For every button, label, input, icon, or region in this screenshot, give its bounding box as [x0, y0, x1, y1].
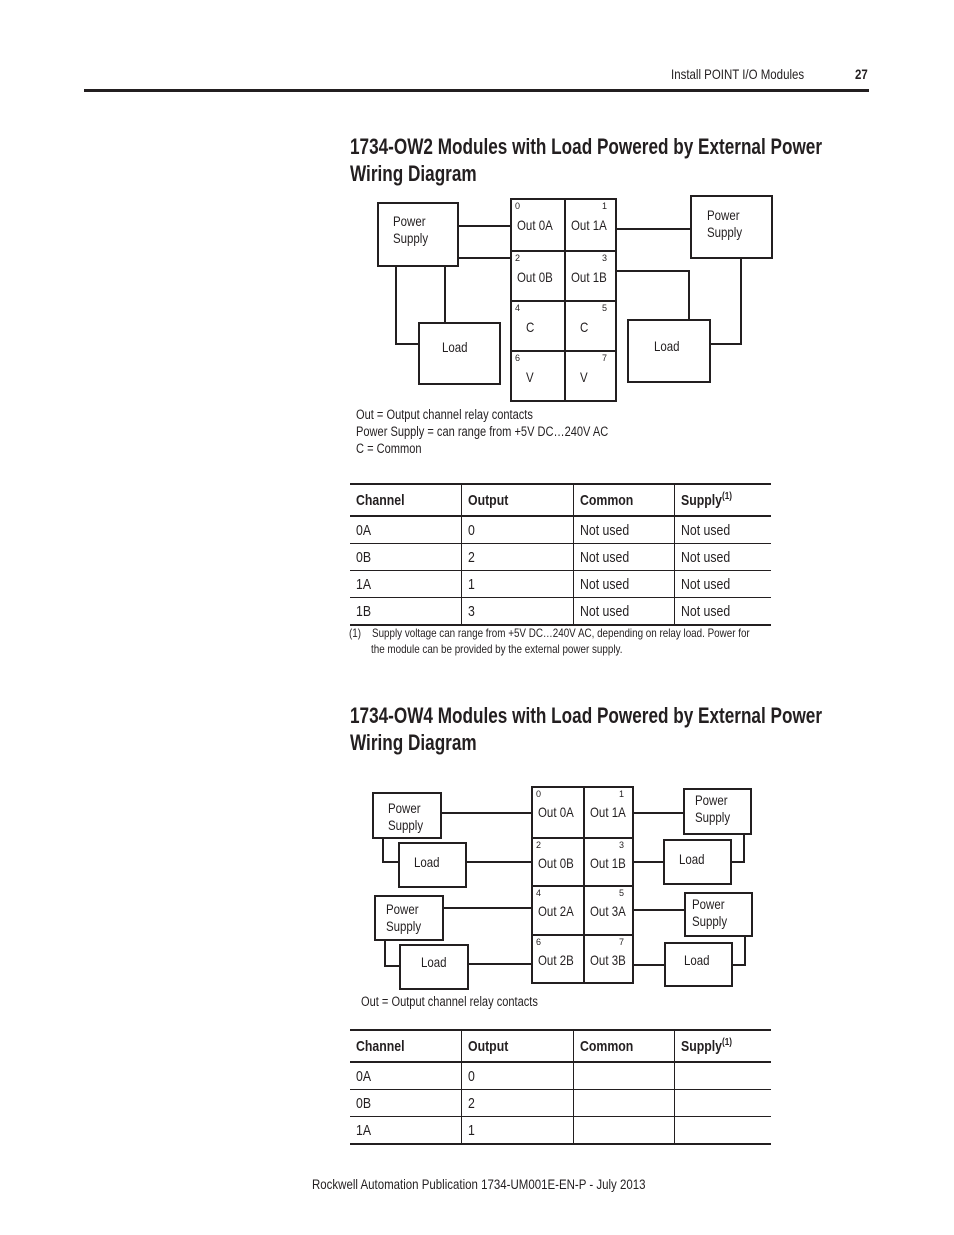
- terminal-number: 7: [618, 936, 624, 947]
- table-cell: [675, 1090, 772, 1117]
- terminal-label: Out 0A: [517, 217, 553, 233]
- column-header: Supply$^{(1)}$: [675, 1030, 772, 1062]
- table-cell: Not used: [574, 598, 675, 626]
- terminal-label: C: [526, 319, 535, 335]
- power-supply: [374, 895, 444, 941]
- table-cell: [675, 1117, 772, 1145]
- table-cell: 1B: [350, 598, 462, 626]
- table-cell: 0B: [350, 1090, 462, 1117]
- table-cell: 1A: [350, 1117, 462, 1145]
- terminal-label: Out 1B: [589, 854, 626, 871]
- terminal-label: Out 0B: [517, 269, 553, 285]
- terminal-label: V: [579, 369, 588, 385]
- terminal-label: Out 2B: [538, 951, 574, 968]
- channel-table-ow2: [350, 483, 771, 626]
- footer-publication: Rockwell Automation Publication 1734-UM001E-EN-P - July 2013: [312, 1176, 646, 1192]
- power-supply: [683, 788, 752, 835]
- load-label: Load: [684, 952, 710, 968]
- power-supply-label: Power Supply: [386, 901, 422, 934]
- table-cell: 0A: [350, 1062, 462, 1090]
- terminal-label: Out 1A: [570, 217, 607, 233]
- section-title-ow4: 1734-OW4 Modules with Load Powered by External Power Wiring Diagram: [350, 703, 823, 755]
- terminal-number: 6: [515, 353, 521, 363]
- terminal-cell: [564, 350, 616, 400]
- column-header: Output: [462, 1030, 574, 1062]
- legend-ow2: Out = Output channel relay contacts Power Supply = can range from +5V DC…240V AC C = Common: [356, 407, 609, 456]
- terminal-cell: [564, 250, 616, 300]
- table-cell: Not used: [675, 516, 772, 544]
- load-left: Load: [418, 322, 501, 385]
- table-cell: [574, 1062, 675, 1090]
- terminal-cell: [512, 300, 564, 350]
- table-cell: [675, 1062, 772, 1090]
- terminal-cell: [583, 934, 633, 983]
- load: [664, 942, 733, 987]
- terminal-cell: [533, 934, 583, 983]
- terminal-cell: [564, 300, 616, 350]
- column-header: Supply$^{(1)}$: [675, 484, 772, 516]
- power-supply: [684, 892, 753, 937]
- load: [398, 842, 467, 888]
- page-number: 27: [855, 66, 868, 82]
- terminal-cell: [512, 200, 564, 250]
- terminal-number: 3: [601, 253, 607, 263]
- load-label: Load: [414, 854, 440, 870]
- table-row: [350, 1117, 771, 1145]
- terminal-number: 1: [601, 201, 607, 211]
- terminal-cell: [583, 788, 633, 837]
- column-header: Channel: [350, 1030, 462, 1062]
- power-supply-right: Power Supply: [690, 195, 773, 259]
- terminal-label: Out 0B: [538, 854, 574, 871]
- table-cell: 2: [462, 1090, 574, 1117]
- terminal-cell: [583, 885, 633, 934]
- table-cell: 0: [462, 1062, 574, 1090]
- terminal-number: 0: [515, 201, 521, 211]
- table-cell: 3: [462, 598, 574, 626]
- legend-ow4: Out = Output channel relay contacts: [361, 994, 538, 1009]
- terminal-number: 6: [536, 936, 542, 947]
- table-cell: 1: [462, 1117, 574, 1145]
- terminal-cell: [564, 200, 616, 250]
- terminal-number: 4: [536, 888, 542, 898]
- terminal-number: 3: [618, 839, 624, 850]
- running-header-section: Install POINT I/O Modules: [671, 66, 805, 82]
- table-row: [350, 598, 771, 626]
- power-supply-left: Power Supply: [377, 202, 459, 267]
- module-ow4: [531, 786, 634, 984]
- load-label: Load: [679, 851, 705, 867]
- table-cell: Not used: [574, 571, 675, 598]
- terminal-cell: [533, 885, 583, 934]
- terminal-number: 4: [515, 303, 521, 313]
- table-row: [350, 571, 771, 598]
- module-ow2: [510, 198, 617, 402]
- power-supply: [372, 792, 442, 839]
- table-cell: Not used: [574, 544, 675, 571]
- table-row: [350, 516, 771, 544]
- terminal-number: 7: [601, 353, 607, 363]
- column-header: Common: [574, 484, 675, 516]
- table-row: [350, 544, 771, 571]
- section-title-ow2: 1734-OW2 Modules with Load Powered by External Power Wiring Diagram: [350, 134, 823, 186]
- terminal-number: 0: [536, 789, 542, 799]
- table-cell: Not used: [675, 598, 772, 626]
- table-cell: 0: [462, 516, 574, 544]
- load: [663, 839, 732, 885]
- terminal-cell: [583, 837, 633, 886]
- table-cell: 2: [462, 544, 574, 571]
- table-cell: Not used: [574, 516, 675, 544]
- power-supply-label: Power Supply: [695, 792, 731, 825]
- terminal-cell: [512, 250, 564, 300]
- terminal-cell: [533, 837, 583, 886]
- load-label: Load: [421, 954, 447, 970]
- table-header-row: [350, 484, 771, 516]
- terminal-label: Out 0A: [538, 804, 574, 821]
- terminal-label: Out 1A: [589, 804, 626, 821]
- table-header-row: [350, 1030, 771, 1062]
- terminal-number: 2: [515, 253, 521, 263]
- table-cell: 0B: [350, 544, 462, 571]
- table-cell: [574, 1117, 675, 1145]
- terminal-label: Out 1B: [570, 269, 607, 285]
- table-row: [350, 1062, 771, 1090]
- terminal-number: 2: [536, 839, 542, 850]
- terminal-label: V: [526, 369, 534, 385]
- power-supply-label: Power Supply: [692, 896, 728, 929]
- column-header: Output: [462, 484, 574, 516]
- terminal-cell: [512, 350, 564, 400]
- terminal-number: 1: [618, 789, 624, 799]
- terminal-label: Out 3A: [589, 903, 626, 920]
- column-header: Common: [574, 1030, 675, 1062]
- table-cell: 1A: [350, 571, 462, 598]
- terminal-label: Out 3B: [589, 951, 626, 968]
- terminal-number: 5: [601, 303, 607, 313]
- table-cell: 1: [462, 571, 574, 598]
- table-cell: [574, 1090, 675, 1117]
- terminal-cell: [533, 788, 583, 837]
- table-cell: 0A: [350, 516, 462, 544]
- load: [399, 944, 469, 990]
- table-cell: Not used: [675, 571, 772, 598]
- channel-table-ow4: [350, 1029, 771, 1145]
- load-right: Load: [627, 319, 711, 383]
- column-header: Channel: [350, 484, 462, 516]
- terminal-label: Out 2A: [538, 903, 574, 920]
- table-cell: Not used: [675, 544, 772, 571]
- table-row: [350, 1090, 771, 1117]
- terminal-label: C: [579, 319, 588, 335]
- footnote: (1) Supply voltage can range from +5V DC…240V AC, depending on relay load. Power for the module can be provided by the external power supply.: [349, 626, 750, 656]
- terminal-number: 5: [618, 888, 624, 898]
- power-supply-label: Power Supply: [388, 800, 424, 833]
